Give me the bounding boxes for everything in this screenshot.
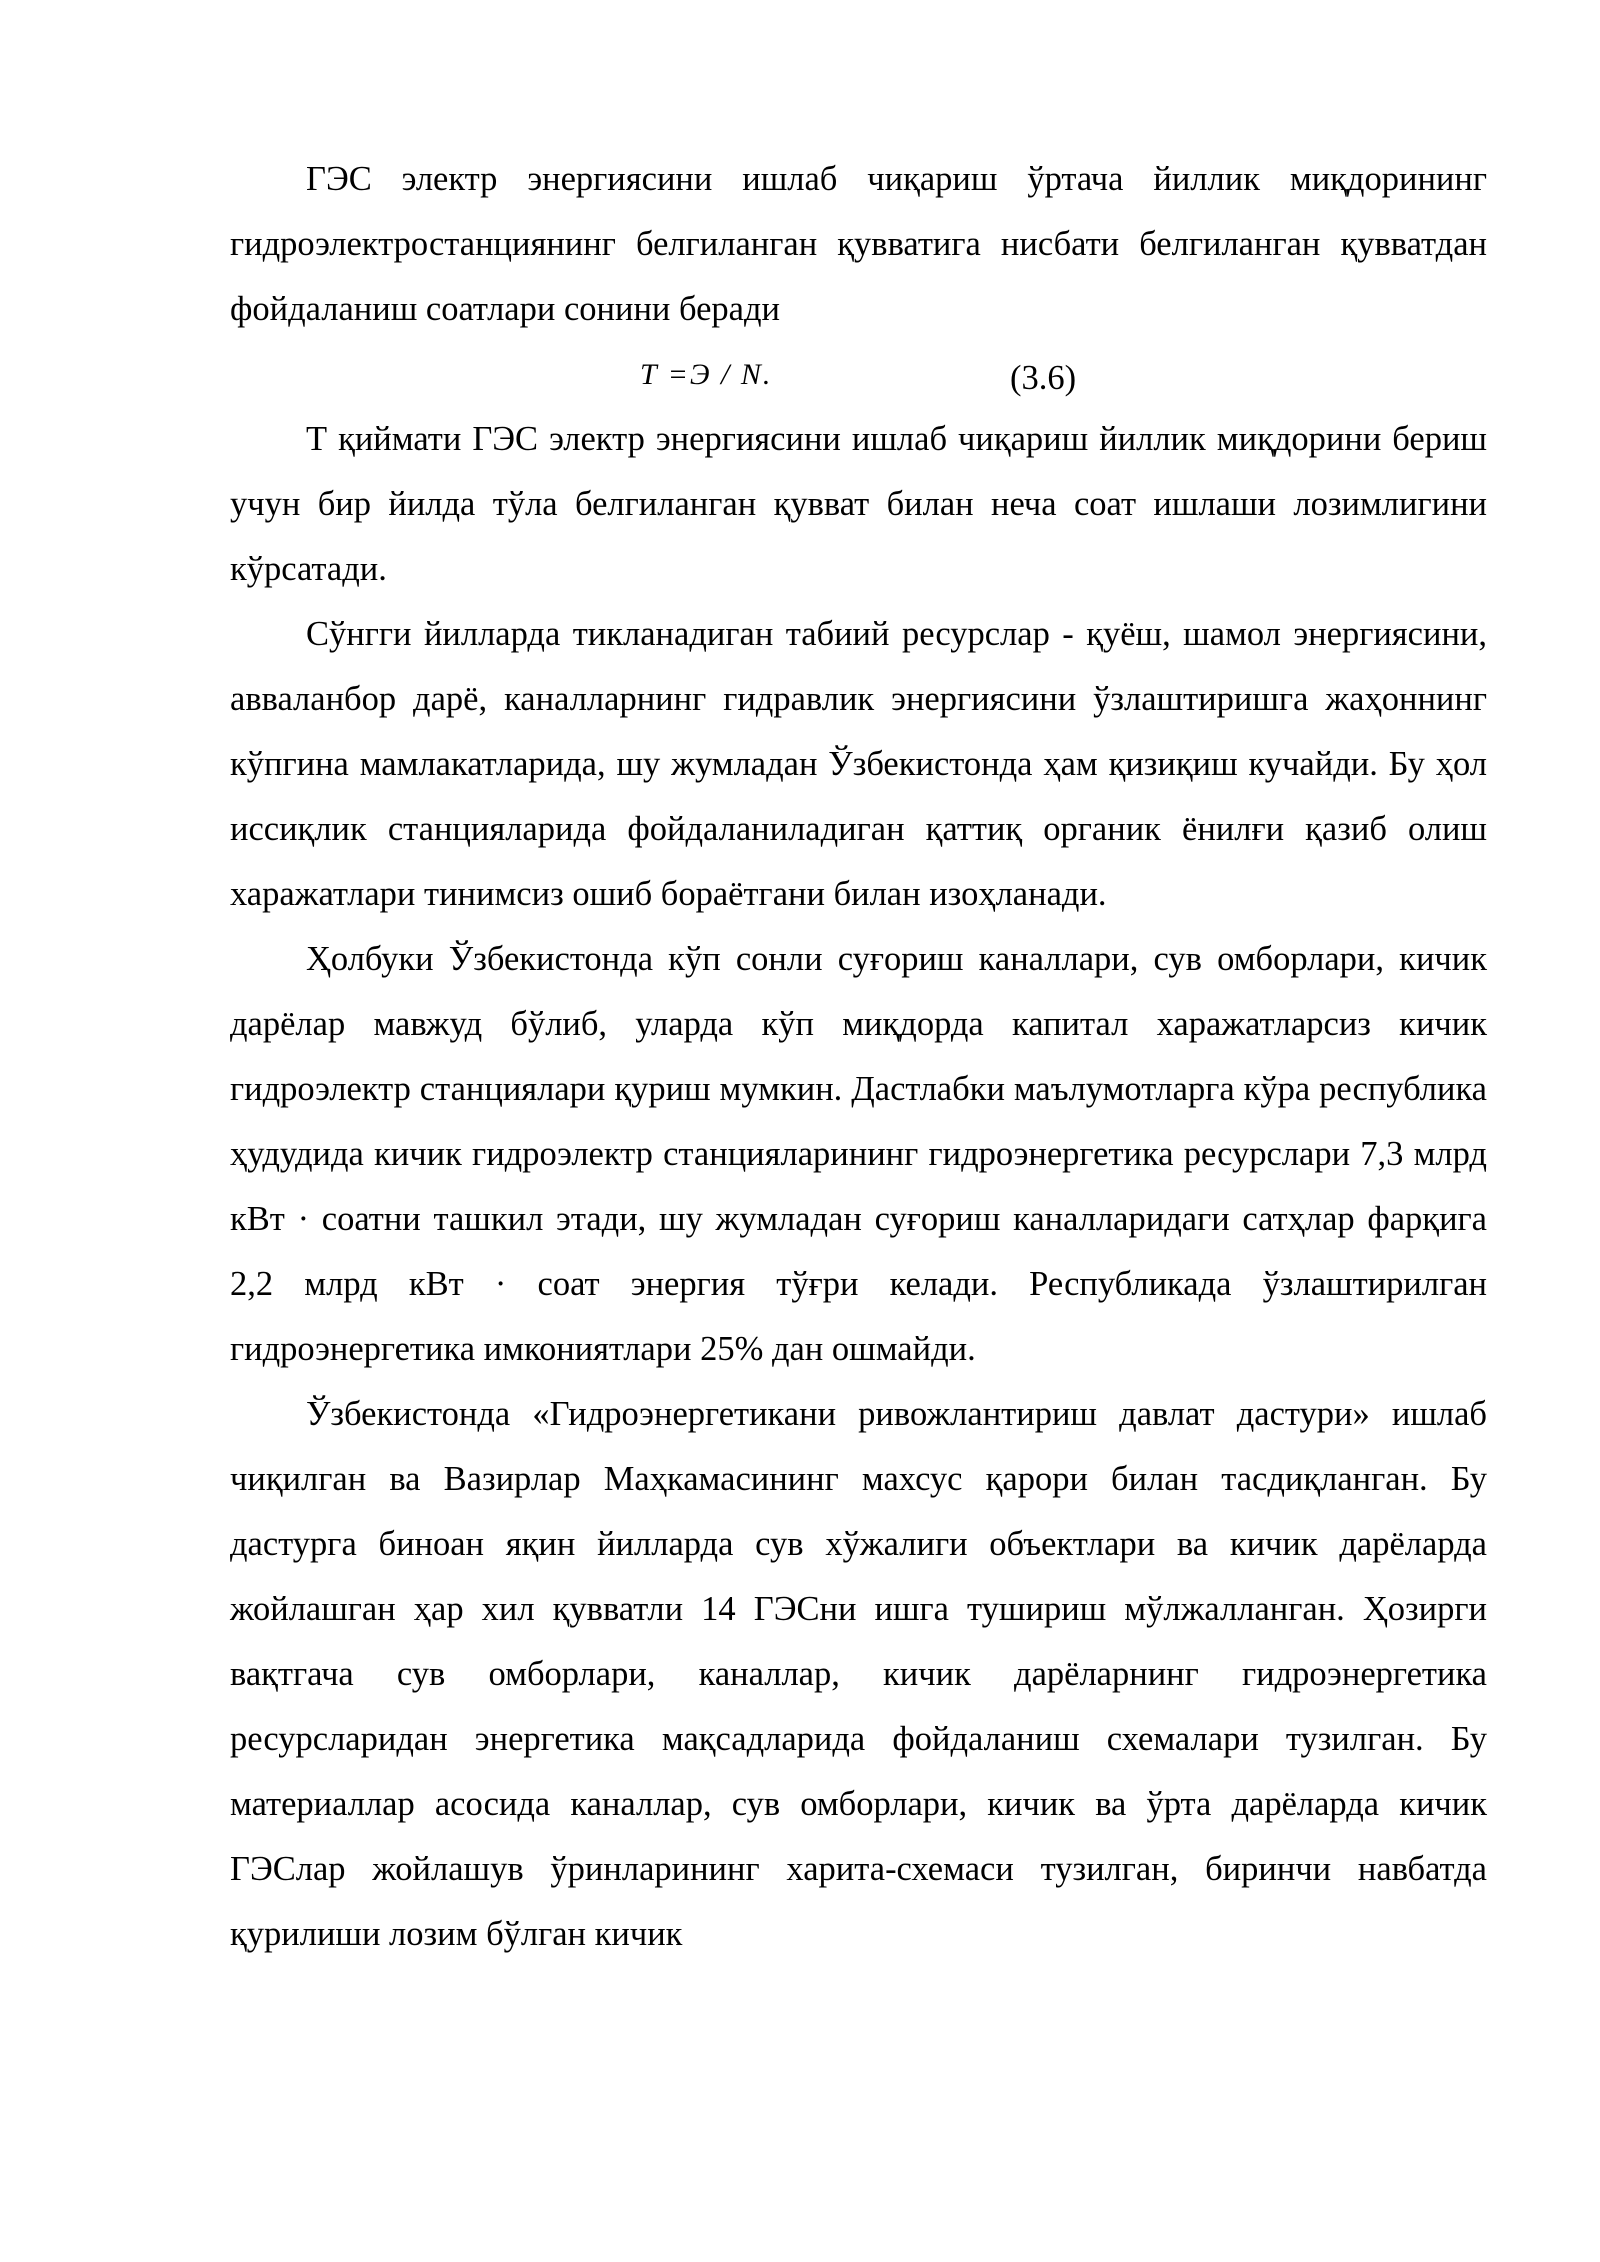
paragraph-4: Ҳолбуки Ўзбекистонда кўп сонли суғориш каналлари, сув омборлари, кичик дарёлар мавжуд бўлиб, уларда кўп миқдорда капитал харажатларсиз кичик гидроэлектр станциялари қуриш мумкин. Дастлабки маълумотларга кўра республика ҳудудида кичик гидроэлектр станцияларининг гидроэнергетика ресурслари 7,3 млрд кВт · соатни ташкил этади, шу жумладан суғориш каналларидаги сатҳлар фарқига 2,2 млрд кВт · соат энергия тўғри келади. Республикада ўзлаштирилган гидроэнергетика имкониятлари 25% дан ошмайди. <box>230 940 1487 1368</box>
paragraph-5: Ўзбекистонда «Гидроэнергетикани ривожлантириш давлат дастури» ишлаб чиқилган ва Вазирлар Маҳкамасининг махсус қарори билан тасдиқланган. Бу дастурга биноан яқин йилларда сув хўжалиги объектлари ва кичик дарёларда жойлашган ҳар хил қувватли 14 ГЭСни ишга тушириш мўлжалланган. Ҳозирги вақтгача сув омборлари, каналлар, кичик дарёларнинг гидроэнергетика ресурсларидан энергетика мақсадларида фойдаланиш схемалари тузилган. Бу материаллар асосида каналлар, сув омборлари, кичик ва ўрта дарёларда кичик ГЭСлар жойлашув ўринларининг харита-схемаси тузилган, биринчи навбатда қурилиши лозим бўлган кичик <box>230 1395 1487 1953</box>
paragraph-1: ГЭС электр энергиясини ишлаб чиқариш ўртача йиллик миқдорининг гидроэлектростанциянинг белгиланган қувватига нисбати белгиланган қувватдан фойдаланиш соатлари сонини беради <box>230 160 1487 328</box>
document-page <box>230 147 1487 1967</box>
formula-row <box>230 342 1487 407</box>
formula-expression: T =Э / N. <box>640 358 773 391</box>
paragraph-3: Сўнгги йилларда тикланадиган табиий ресурслар - қуёш, шамол энергиясини, авваланбор дарё, каналларнинг гидравлик энергиясини ўзлаштиришга жаҳоннинг кўпгина мамлакатларида, шу жумладан Ўзбекистонда ҳам қизиқиш кучайди. Бу ҳол иссиқлик станцияларида фойдаланиладиган қаттиқ органик ёнилғи қазиб олиш харажатлари тинимсиз ошиб бораётгани билан изоҳланади. <box>230 615 1487 913</box>
paragraph-2: Т қиймати ГЭС электр энергиясини ишлаб чиқариш йиллик миқдорини бериш учун бир йилда тўла белгиланган қувват билан неча соат ишлаши лозимлигини кўрсатади. <box>230 420 1487 588</box>
formula-number: (3.6) <box>1010 359 1077 397</box>
